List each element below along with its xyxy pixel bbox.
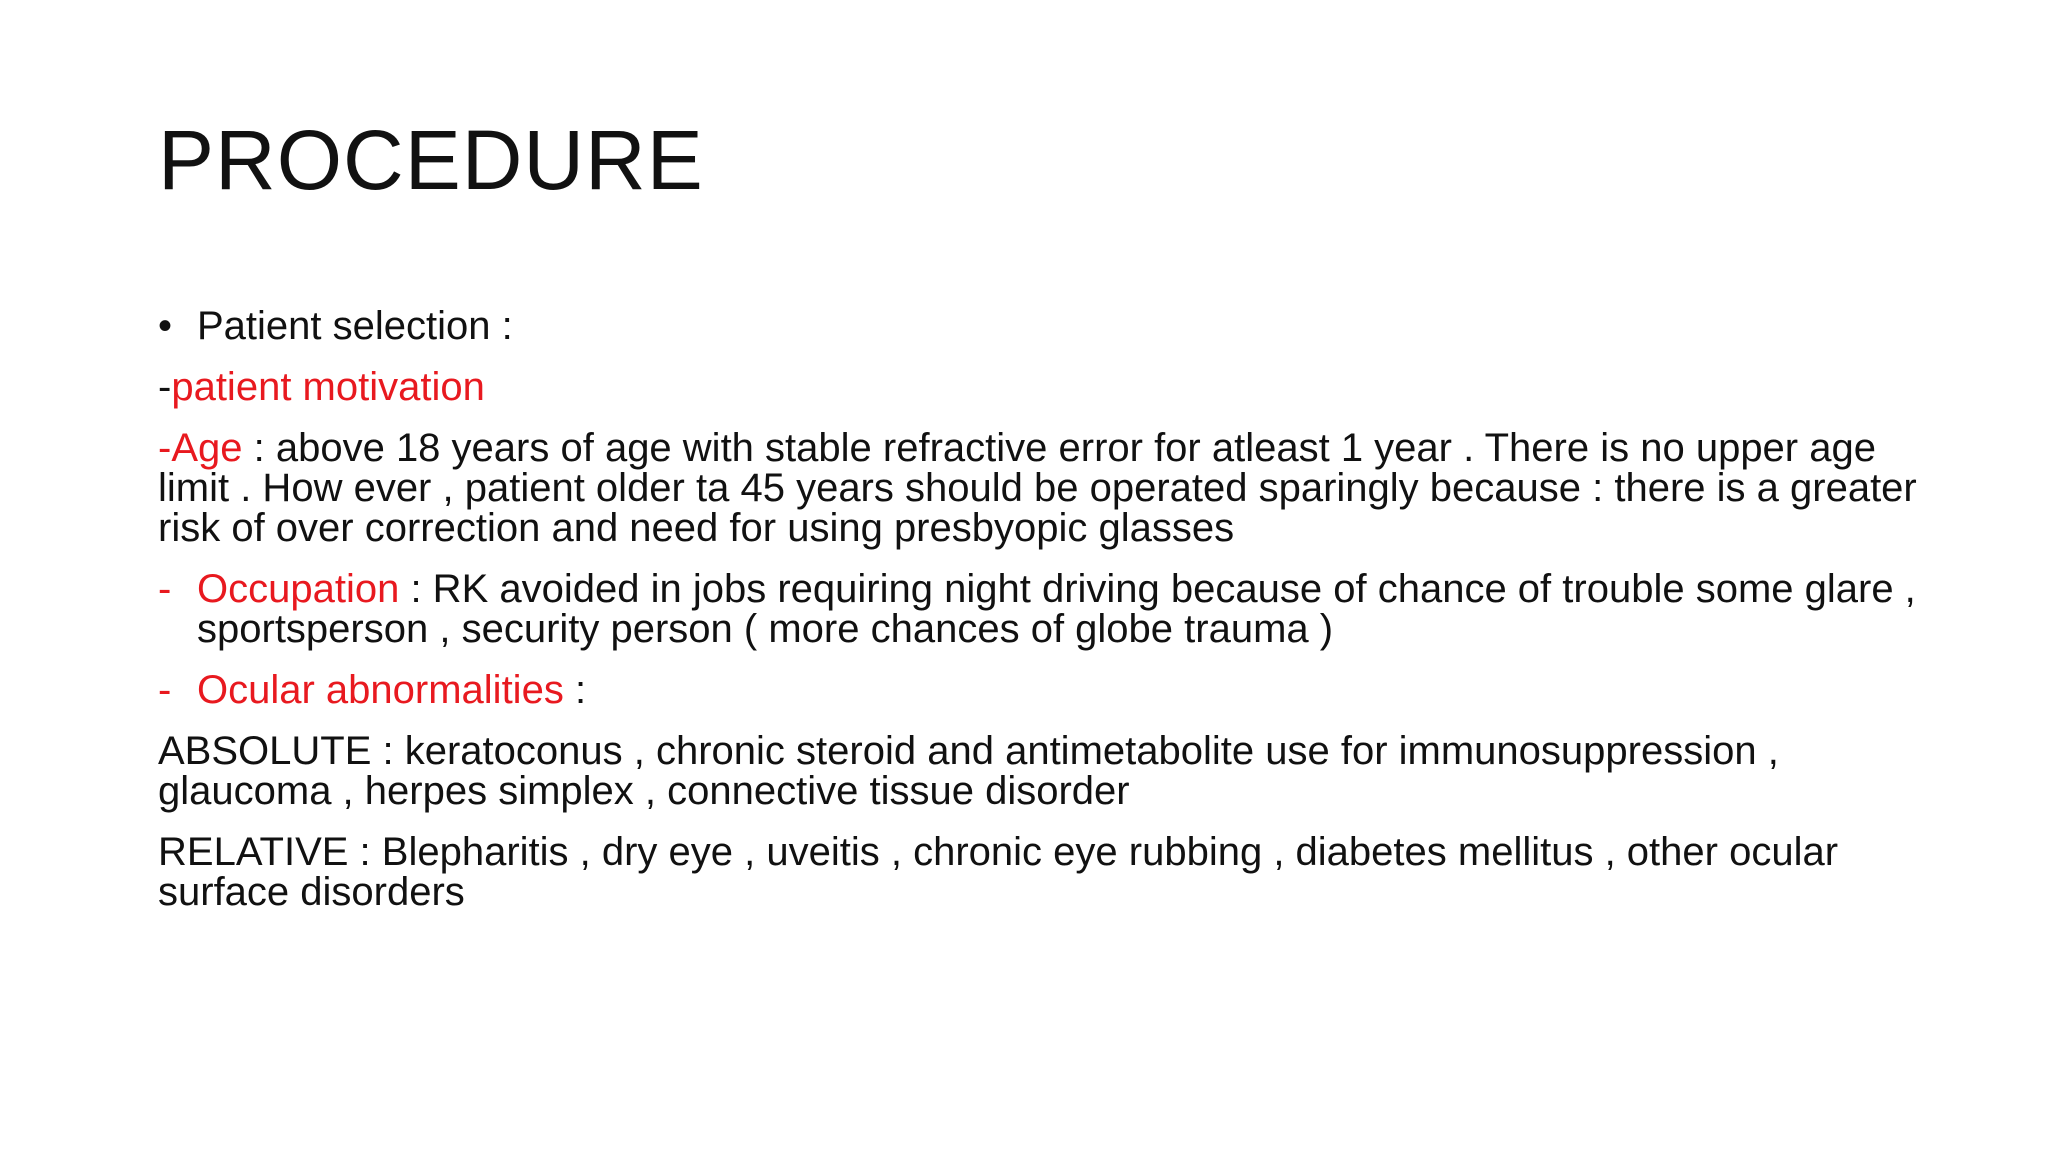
ocular-item [158, 670, 1918, 710]
occupation-body [197, 569, 1918, 649]
occupation-label: Occupation [197, 567, 400, 611]
ocular-text: : [563, 668, 587, 712]
occupation-item [158, 569, 1918, 649]
relative-paragraph: RELATIVE : Blepharitis , dry eye , uveitis , chronic eye rubbing , diabetes mellitus , other ocular surface disorders [158, 830, 1839, 914]
occupation-dash: - [158, 567, 172, 611]
absolute-paragraph: ABSOLUTE : keratoconus , chronic steroid and antimetabolite use for immunosuppression , glaucoma , herpes simplex , connective tissue disorder [158, 729, 1779, 813]
motivation-prefix: - [158, 365, 172, 409]
motivation-line [158, 367, 1918, 407]
ocular-body [197, 670, 1918, 710]
slide-title: PROCEDURE [158, 113, 704, 207]
age-text: : above 18 years of age with stable refractive error for atleast 1 year . There is no upper age limit . How ever , patient older ta 45 years should be operated sparingly because : there is a greater risk of over correction and need for using presbyopic glasses [158, 426, 1917, 550]
slide-content [158, 306, 1918, 933]
bullet-icon: • [158, 304, 173, 348]
motivation-label: patient motivation [171, 365, 485, 409]
patient-selection-text: Patient selection : [197, 304, 513, 348]
age-label: -Age [158, 426, 243, 470]
age-paragraph [158, 428, 1918, 548]
patient-selection-bullet [158, 306, 1918, 346]
ocular-dash: - [158, 668, 172, 712]
ocular-label: Ocular abnormalities [197, 668, 564, 712]
occupation-text: : RK avoided in jobs requiring night driving because of chance of trouble some glare , sportsperson , security person ( more chances of globe trauma ) [197, 567, 1916, 651]
